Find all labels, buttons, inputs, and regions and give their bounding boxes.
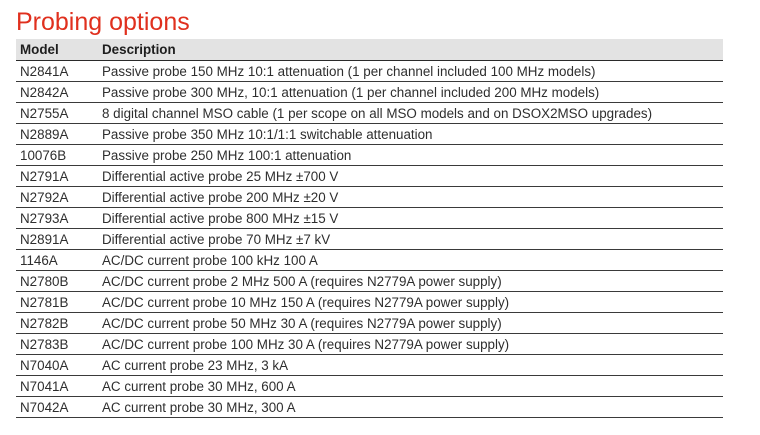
table-row xyxy=(16,166,723,187)
description-cell: 8 digital channel MSO cable (1 per scope on all MSO models and on DSOX2MSO upgrades) xyxy=(98,103,723,124)
description-cell: Passive probe 300 MHz, 10:1 attenuation (1 per channel included 200 MHz models) xyxy=(98,82,723,103)
description-cell: AC current probe 23 MHz, 3 kA xyxy=(98,355,723,376)
description-cell: AC/DC current probe 10 MHz 150 A (requires N2779A power supply) xyxy=(98,292,723,313)
model-cell: N2791A xyxy=(16,166,98,187)
description-cell: Passive probe 250 MHz 100:1 attenuation xyxy=(98,145,723,166)
table-row xyxy=(16,397,723,418)
model-cell: N2781B xyxy=(16,292,98,313)
model-cell: N2782B xyxy=(16,313,98,334)
model-cell: N2783B xyxy=(16,334,98,355)
model-cell: N2793A xyxy=(16,208,98,229)
description-cell: AC current probe 30 MHz, 300 A xyxy=(98,397,723,418)
table-row xyxy=(16,271,723,292)
table-row xyxy=(16,103,723,124)
model-cell: 1146A xyxy=(16,250,98,271)
table-row xyxy=(16,355,723,376)
description-cell: AC/DC current probe 2 MHz 500 A (requires N2779A power supply) xyxy=(98,271,723,292)
description-cell: AC/DC current probe 100 kHz 100 A xyxy=(98,250,723,271)
description-cell: Passive probe 150 MHz 10:1 attenuation (1 per channel included 100 MHz models) xyxy=(98,61,723,82)
table-body xyxy=(16,61,723,418)
description-cell: AC/DC current probe 50 MHz 30 A (requires N2779A power supply) xyxy=(98,313,723,334)
model-cell: 10076B xyxy=(16,145,98,166)
table-row xyxy=(16,229,723,250)
description-cell: AC current probe 30 MHz, 600 A xyxy=(98,376,723,397)
description-cell: Differential active probe 200 MHz ±20 V xyxy=(98,187,723,208)
table-row xyxy=(16,124,723,145)
table-row xyxy=(16,292,723,313)
model-cell: N2842A xyxy=(16,82,98,103)
model-cell: N7041A xyxy=(16,376,98,397)
model-cell: N7040A xyxy=(16,355,98,376)
column-header-model: Model xyxy=(16,39,98,61)
column-header-description: Description xyxy=(98,39,723,61)
table-row xyxy=(16,208,723,229)
probing-options-table xyxy=(16,39,723,418)
description-cell: Differential active probe 25 MHz ±700 V xyxy=(98,166,723,187)
model-cell: N2841A xyxy=(16,61,98,82)
table-row xyxy=(16,334,723,355)
table-row xyxy=(16,376,723,397)
page-title: Probing options xyxy=(16,8,190,36)
description-cell: AC/DC current probe 100 MHz 30 A (requires N2779A power supply) xyxy=(98,334,723,355)
model-cell: N2755A xyxy=(16,103,98,124)
table-row xyxy=(16,82,723,103)
table-row xyxy=(16,145,723,166)
table-row xyxy=(16,187,723,208)
table-row xyxy=(16,250,723,271)
model-cell: N7042A xyxy=(16,397,98,418)
table-row xyxy=(16,61,723,82)
model-cell: N2780B xyxy=(16,271,98,292)
model-cell: N2891A xyxy=(16,229,98,250)
table-row xyxy=(16,313,723,334)
description-cell: Passive probe 350 MHz 10:1/1:1 switchable attenuation xyxy=(98,124,723,145)
model-cell: N2889A xyxy=(16,124,98,145)
model-cell: N2792A xyxy=(16,187,98,208)
description-cell: Differential active probe 70 MHz ±7 kV xyxy=(98,229,723,250)
table-header-row xyxy=(16,39,723,61)
description-cell: Differential active probe 800 MHz ±15 V xyxy=(98,208,723,229)
